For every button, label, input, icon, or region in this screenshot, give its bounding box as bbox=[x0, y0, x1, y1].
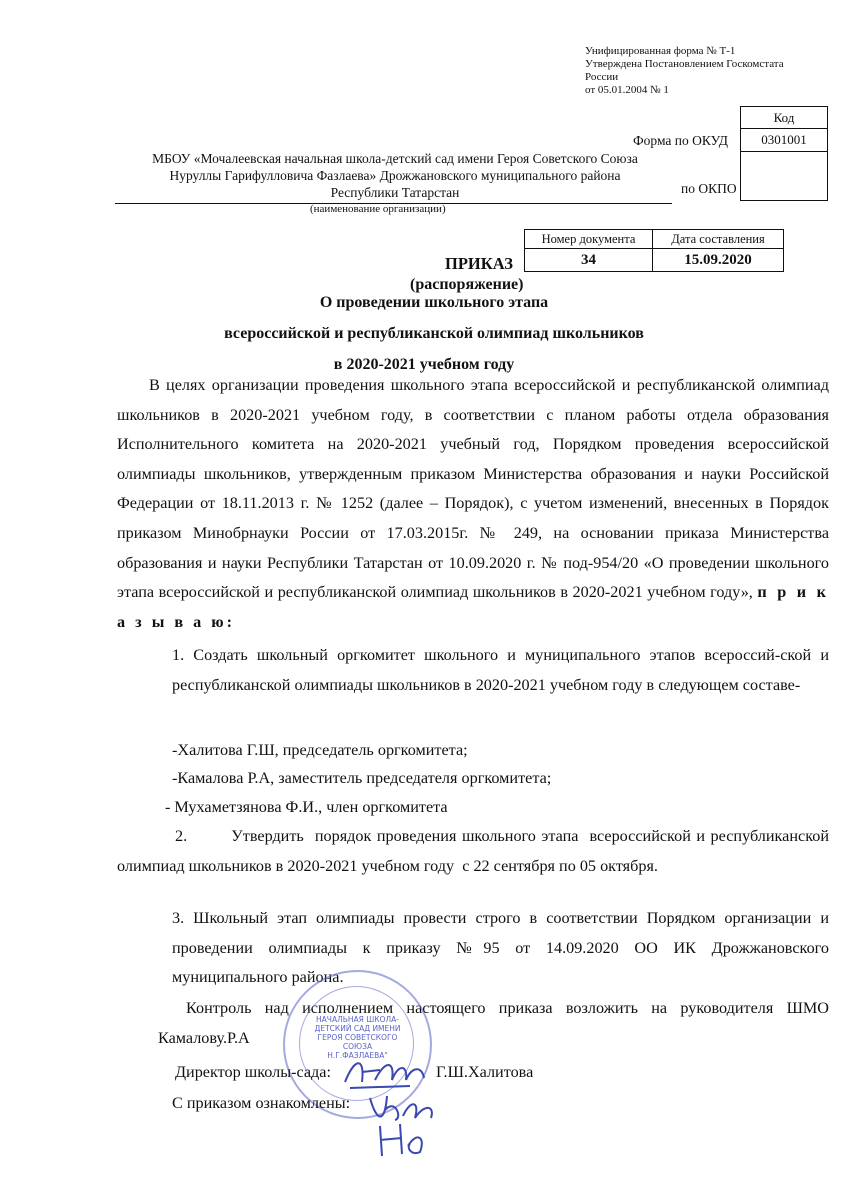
okud-value: 0301001 bbox=[741, 129, 827, 152]
form-header-line1: Унифицированная форма № Т-1 bbox=[585, 45, 736, 57]
preamble-paragraph bbox=[117, 371, 829, 637]
stamp-text-line3: ГЕРОЯ СОВЕТСКОГО bbox=[317, 1033, 398, 1042]
okud-label: Форма по ОКУД bbox=[633, 133, 729, 148]
order-subject-line1: О проведении школьного этапа bbox=[319, 294, 549, 311]
organization-line3: Республики Татарстан bbox=[330, 185, 460, 200]
preamble-text: В целях организации проведения школьного этапа всероссийской и республиканской олимпиад школьников в 2020-2021 учебном году, в соответствии с планом работы отдела образования Исполнительного комитета на 2020-2021 учебный год, Порядком проведения всероссийской олимпиады школьников, утвержденным приказом Министерства образования и науки Российской Федерации от 18.11.2013 г. № 1252 (далее – Порядок), с учетом изменений, внесенных в Порядок приказом Минобрнауки России от 17.03.2015г. № 249, на основании приказа Министерства образования и науки Республики Татарстан от 10.09.2020 г. № под-954/20 «О проведении школьного этапа всероссийской и республиканской олимпиад школьников в 2020-2021 учебном году», bbox=[117, 376, 829, 602]
acquainted-label: С приказом ознакомлены: bbox=[172, 1094, 351, 1112]
committee-member-2: -Камалова Р.А, заместитель председателя оргкомитета; bbox=[172, 769, 552, 787]
item-2: 2. Утвердить порядок проведения школьного этапа всероссийской и республиканской олимпиад школьников в 2020-2021 учебном году с 22 сентября по 05 октября. bbox=[117, 827, 834, 875]
okpo-label: по ОКПО bbox=[681, 181, 737, 196]
order-subject-line3: в 2020-2021 учебном году bbox=[333, 356, 515, 373]
stamp-text-line5: Н.Г.ФАЗЛАЕВА" bbox=[327, 1051, 388, 1060]
director-name: Г.Ш.Халитова bbox=[436, 1063, 534, 1081]
acquaintance-signature-2 bbox=[372, 1118, 432, 1160]
committee-member-3: - Мухаметзянова Ф.И., член оргкомитета bbox=[165, 798, 448, 816]
organization-line1: МБОУ «Мочалеевская начальная школа-детский сад имени Героя Советского Союза bbox=[152, 151, 638, 166]
form-header-line4: от 05.01.2004 № 1 bbox=[585, 84, 669, 96]
organization-caption: (наименование организации) bbox=[310, 203, 446, 215]
document-table-header-row bbox=[525, 230, 784, 249]
order-word: п р и к а з ы в а ю: bbox=[117, 583, 830, 631]
code-header: Код bbox=[741, 107, 827, 129]
document-table-value-row bbox=[525, 249, 784, 272]
director-label: Директор школы-сада: bbox=[175, 1063, 331, 1081]
control-paragraph: Контроль над исполнением настоящего приказа возложить на руководителя ШМО Камалову.Р.А bbox=[158, 999, 829, 1047]
organization-line2: Нуруллы Гарифулловича Фазлаева» Дрожжановского муниципального района bbox=[169, 168, 621, 183]
order-subtitle: (распоряжение) bbox=[410, 276, 524, 293]
item-3: 3. Школьный этап олимпиады провести строго в соответствии Порядком организации и проведении олимпиады к приказу №95 от 14.09.2020 ОО ИК Дрожжановского муниципального района. bbox=[172, 909, 829, 987]
stamp-text-line4: СОЮЗА bbox=[342, 1042, 373, 1051]
order-subject-line2: всероссийской и республиканской олимпиад школьников bbox=[224, 325, 644, 342]
okpo-value bbox=[741, 152, 827, 200]
document-number-value: 34 bbox=[525, 249, 653, 272]
codes-box bbox=[740, 106, 828, 201]
form-header bbox=[585, 45, 835, 97]
item-1: 1. Создать школьный оргкомитет школьного и муниципального этапов всероссий-ской и республиканской олимпиады школьников в 2020-2021 учебном году в следующем составе- bbox=[172, 646, 829, 694]
order-title: ПРИКАЗ bbox=[445, 254, 513, 273]
stamp-text-line1: НАЧАЛЬНАЯ ШКОЛА- bbox=[316, 1015, 399, 1024]
document-date-header: Дата составления bbox=[653, 230, 784, 249]
document-number-header: Номер документа bbox=[525, 230, 653, 249]
form-header-line2: Утверждена Постановлением Госкомстата bbox=[585, 58, 784, 70]
document-table bbox=[524, 229, 784, 272]
order-subject bbox=[0, 290, 848, 378]
committee-member-1: -Халитова Г.Ш, председатель оргкомитета; bbox=[172, 741, 468, 759]
form-header-line3: России bbox=[585, 71, 619, 83]
document-date-value: 15.09.2020 bbox=[653, 249, 784, 272]
director-signature bbox=[340, 1052, 440, 1092]
stamp-text-line2: ДЕТСКИЙ САД ИМЕНИ bbox=[314, 1024, 401, 1033]
organization-name bbox=[115, 150, 675, 201]
